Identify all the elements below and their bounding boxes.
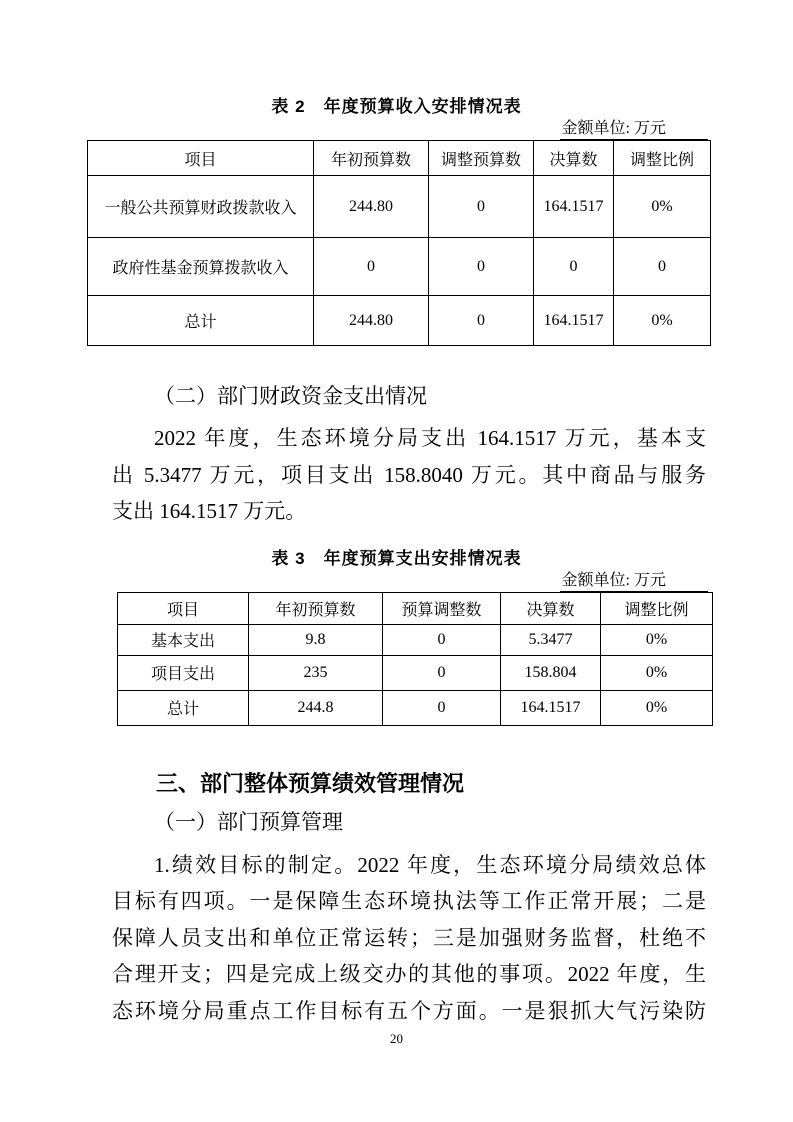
table-row <box>88 176 711 238</box>
table3-caption: 表 3 年度预算支出安排情况表 <box>271 548 522 568</box>
table-row <box>118 624 713 655</box>
paragraph-line: 保障人员支出和单位正常运转；三是加强财务监督，杜绝不 <box>112 925 706 950</box>
table2-unit-row <box>0 119 708 140</box>
paragraph-line: 合理开支；四是完成上级交办的其他的事项。2022 年度，生 <box>112 962 706 986</box>
table-cell: 0 <box>429 296 534 346</box>
section-budget-management-subheading: （一）部门预算管理 <box>154 809 343 834</box>
table-row <box>88 238 711 296</box>
performance-paragraph <box>112 847 706 1030</box>
section-performance-heading: 三、部门整体预算绩效管理情况 <box>156 770 465 796</box>
table-cell: 基本支出 <box>118 624 249 655</box>
table-cell: 0 <box>614 238 711 296</box>
page-number: 20 <box>390 1031 403 1046</box>
table-cell: 0 <box>534 238 614 296</box>
table-cell: 0% <box>614 176 711 238</box>
table-cell: 0 <box>429 238 534 296</box>
paragraph-line: 支出 164.1517 万元。 <box>112 499 307 523</box>
table-header-cell: 预算调整数 <box>383 592 501 624</box>
table-cell: 0% <box>601 624 713 655</box>
table-total-row <box>118 690 713 725</box>
table-header-row <box>88 141 711 176</box>
table3-unit-label: 金额单位: 万元 <box>560 571 708 592</box>
budget-income-table <box>87 140 711 346</box>
table-cell: 244.80 <box>314 176 429 238</box>
table-cell: 164.1517 <box>534 176 614 238</box>
table-cell: 9.8 <box>249 624 383 655</box>
table-cell: 5.3477 <box>501 624 601 655</box>
table-cell: 总计 <box>88 296 314 346</box>
table-total-row <box>88 296 711 346</box>
table-cell: 244.80 <box>314 296 429 346</box>
table-cell: 0 <box>429 176 534 238</box>
table-header-cell: 项目 <box>118 592 249 624</box>
table-header-cell: 年初预算数 <box>314 141 429 176</box>
table-header-cell: 调整比例 <box>614 141 711 176</box>
table-cell: 235 <box>249 655 383 690</box>
budget-expenditure-table <box>117 592 713 726</box>
table-header-cell: 项目 <box>88 141 314 176</box>
paragraph-line: 目标有四项。一是保障生态环境执法等工作正常开展；二是 <box>112 889 706 913</box>
table-header-cell: 调整预算数 <box>429 141 534 176</box>
table-cell: 0 <box>314 238 429 296</box>
table-cell: 0 <box>383 624 501 655</box>
table-cell: 政府性基金预算拨款收入 <box>88 238 314 296</box>
table-cell: 0 <box>383 655 501 690</box>
table-cell: 0% <box>601 690 713 725</box>
table-cell: 总计 <box>118 690 249 725</box>
paragraph-line: 2022 年度，生态环境分局支出 164.1517 万元，基本支 <box>154 426 706 450</box>
table-cell: 0% <box>614 296 711 346</box>
table-cell: 0 <box>383 690 501 725</box>
table-header-row <box>118 592 713 624</box>
table-cell: 164.1517 <box>534 296 614 346</box>
table-cell: 一般公共预算财政拨款收入 <box>88 176 314 238</box>
table2-unit-label: 金额单位: 万元 <box>560 119 708 140</box>
table-cell: 项目支出 <box>118 655 249 690</box>
table-cell: 158.804 <box>501 655 601 690</box>
paragraph-line: 态环境分局重点工作目标有五个方面。一是狠抓大气污染防 <box>112 998 706 1023</box>
paragraph-line: 1.绩效目标的制定。2022 年度，生态环境分局绩效总体 <box>154 852 706 877</box>
section-expenditure-heading: （二）部门财政资金支出情况 <box>154 384 427 408</box>
paragraph-line: 出 5.3477 万元，项目支出 158.8040 万元。其中商品与服务 <box>112 462 706 487</box>
table3-unit-row <box>0 571 708 592</box>
table-header-cell: 决算数 <box>534 141 614 176</box>
table-cell: 0% <box>601 655 713 690</box>
table-cell: 244.8 <box>249 690 383 725</box>
table-header-cell: 决算数 <box>501 592 601 624</box>
table-header-cell: 年初预算数 <box>249 592 383 624</box>
table-row <box>118 655 713 690</box>
expenditure-paragraph <box>112 420 706 530</box>
table-header-cell: 调整比例 <box>601 592 713 624</box>
table-cell: 164.1517 <box>501 690 601 725</box>
table2-caption: 表 2 年度预算收入安排情况表 <box>271 97 522 116</box>
